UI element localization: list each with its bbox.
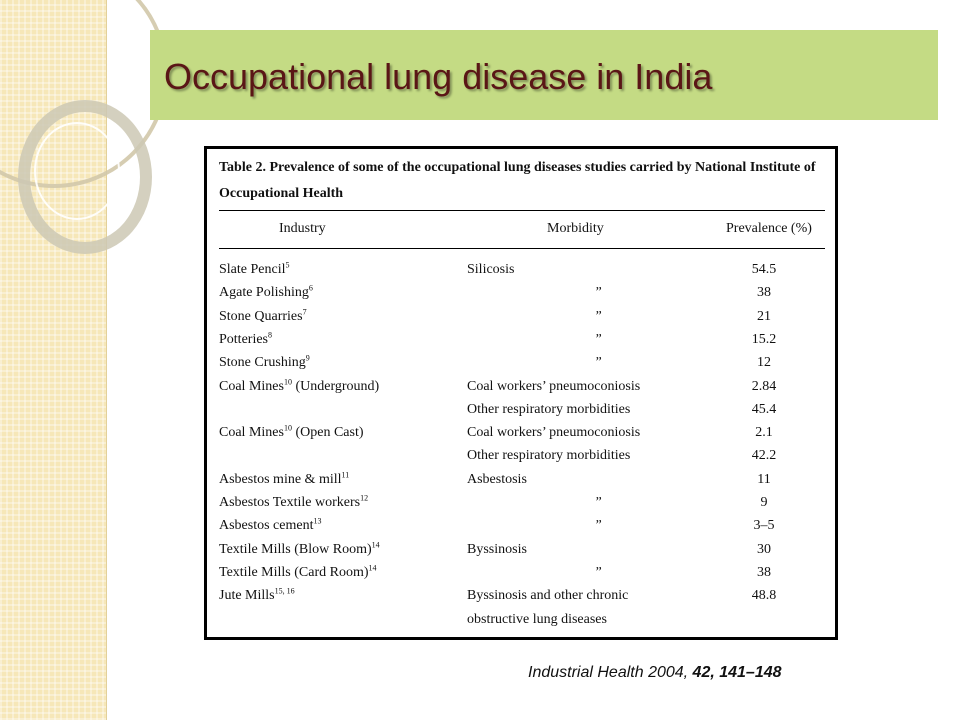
cell-prevalence: 45.4 bbox=[751, 401, 777, 417]
cell-prevalence: 42.2 bbox=[751, 448, 777, 464]
cell-industry bbox=[219, 352, 310, 374]
citation bbox=[528, 664, 782, 682]
industry-name: Stone Crushing bbox=[219, 355, 306, 371]
table-row bbox=[219, 282, 825, 304]
cell-industry bbox=[219, 282, 313, 304]
industry-name: Textile Mills (Card Room) bbox=[219, 564, 369, 580]
cell-morbidity: ” bbox=[594, 331, 602, 347]
reference-number: 12 bbox=[360, 493, 369, 503]
cell-morbidity: ” bbox=[594, 518, 602, 534]
table-row bbox=[219, 306, 825, 328]
cell-morbidity: ” bbox=[594, 308, 602, 324]
prevalence-table bbox=[204, 146, 838, 640]
cell-prevalence: 21 bbox=[757, 308, 771, 324]
cell-prevalence: 12 bbox=[757, 355, 771, 371]
industry-name: Textile Mills (Blow Room) bbox=[219, 541, 372, 557]
cell-prevalence: 54.5 bbox=[751, 262, 777, 277]
cell-industry bbox=[219, 376, 379, 398]
cell-prevalence: 11 bbox=[757, 471, 771, 487]
cell-industry bbox=[219, 515, 321, 537]
reference-number: 9 bbox=[305, 353, 310, 363]
industry-qualifier: (Open Cast) bbox=[291, 425, 364, 441]
table-caption: Table 2. Prevalence of some of the occupational lung diseases studies carried by National Institute of Occupational Health bbox=[219, 160, 816, 201]
cell-industry bbox=[219, 259, 290, 281]
cell-morbidity: ” bbox=[594, 285, 602, 301]
cell-morbidity: Coal workers’ pneumoconiosis bbox=[467, 425, 641, 441]
reference-number: 10 bbox=[283, 376, 292, 386]
cell-prevalence: 9 bbox=[760, 495, 768, 510]
cell-prevalence: 2.84 bbox=[751, 378, 777, 394]
cell-morbidity: obstructive lung diseases bbox=[467, 611, 607, 627]
decorative-ring-inner bbox=[34, 122, 120, 220]
industry-name: Coal Mines bbox=[219, 378, 284, 394]
reference-number: 7 bbox=[302, 306, 307, 316]
industry-name: Stone Quarries bbox=[219, 308, 303, 324]
table-row bbox=[219, 469, 825, 491]
industry-name: Asbestos mine & mill bbox=[219, 471, 342, 487]
table-header-rule bbox=[219, 248, 825, 249]
reference-number: 6 bbox=[308, 283, 313, 293]
citation-details: 42, 141–148 bbox=[692, 664, 782, 681]
cell-industry bbox=[219, 492, 368, 514]
cell-prevalence: 3–5 bbox=[753, 518, 775, 534]
industry-name: Agate Polishing bbox=[219, 285, 309, 301]
industry-name: Slate Pencil bbox=[219, 262, 286, 277]
cell-industry bbox=[219, 539, 380, 561]
reference-number: 11 bbox=[341, 470, 350, 480]
cell-prevalence: 2.1 bbox=[755, 425, 773, 441]
table-row bbox=[219, 515, 825, 537]
cell-industry bbox=[219, 306, 307, 328]
industry-name: Potteries bbox=[219, 331, 268, 347]
cell-industry bbox=[219, 422, 364, 444]
cell-morbidity: Byssinosis bbox=[467, 541, 527, 557]
industry-qualifier: (Underground) bbox=[291, 378, 380, 394]
table-row bbox=[219, 539, 825, 561]
reference-number: 8 bbox=[268, 330, 272, 340]
cell-morbidity: Silicosis bbox=[467, 262, 515, 277]
cell-industry bbox=[219, 329, 272, 351]
cell-morbidity: Asbestosis bbox=[467, 471, 527, 487]
header-morbidity: Morbidity bbox=[547, 221, 604, 236]
table-row bbox=[219, 562, 825, 584]
reference-number: 13 bbox=[313, 516, 322, 526]
industry-name: Asbestos cement bbox=[219, 518, 314, 534]
table-row bbox=[219, 609, 825, 631]
cell-industry bbox=[219, 562, 377, 584]
industry-name: Asbestos Textile workers bbox=[219, 495, 361, 510]
title-banner bbox=[150, 30, 938, 120]
slide-title: Occupational lung disease in India bbox=[164, 56, 713, 97]
cell-prevalence: 38 bbox=[757, 285, 771, 301]
table-row bbox=[219, 445, 825, 467]
table-row bbox=[219, 376, 825, 398]
cell-prevalence: 38 bbox=[757, 564, 771, 580]
cell-morbidity: Coal workers’ pneumoconiosis bbox=[467, 378, 641, 394]
table-row bbox=[219, 585, 825, 607]
decorative-side-strip bbox=[0, 0, 107, 720]
reference-number: 14 bbox=[368, 563, 377, 573]
table-top-rule bbox=[219, 210, 825, 211]
table-row bbox=[219, 422, 825, 444]
cell-prevalence: 30 bbox=[757, 541, 771, 557]
cell-morbidity: ” bbox=[594, 564, 602, 580]
cell-morbidity: ” bbox=[594, 495, 602, 510]
header-industry: Industry bbox=[279, 221, 326, 236]
cell-morbidity: Other respiratory morbidities bbox=[467, 448, 631, 464]
cell-industry bbox=[219, 469, 349, 491]
citation-journal: Industrial Health 2004, bbox=[528, 664, 693, 681]
cell-prevalence: 15.2 bbox=[751, 331, 777, 347]
cell-morbidity: Other respiratory morbidities bbox=[467, 401, 631, 417]
table-row bbox=[219, 399, 825, 421]
industry-name: Coal Mines bbox=[219, 425, 284, 441]
header-prevalence: Prevalence (%) bbox=[726, 221, 812, 236]
table-row bbox=[219, 329, 825, 351]
table-row bbox=[219, 352, 825, 374]
reference-number: 14 bbox=[371, 539, 380, 549]
reference-number: 15, 16 bbox=[274, 586, 295, 596]
table-row bbox=[219, 259, 825, 281]
table-row bbox=[219, 492, 825, 514]
industry-name: Jute Mills bbox=[219, 588, 275, 604]
cell-industry bbox=[219, 585, 295, 607]
reference-number: 10 bbox=[283, 423, 292, 433]
cell-morbidity: ” bbox=[594, 355, 602, 371]
cell-morbidity: Byssinosis and other chronic bbox=[467, 588, 629, 604]
reference-number: 5 bbox=[285, 260, 290, 270]
cell-prevalence: 48.8 bbox=[751, 588, 777, 604]
